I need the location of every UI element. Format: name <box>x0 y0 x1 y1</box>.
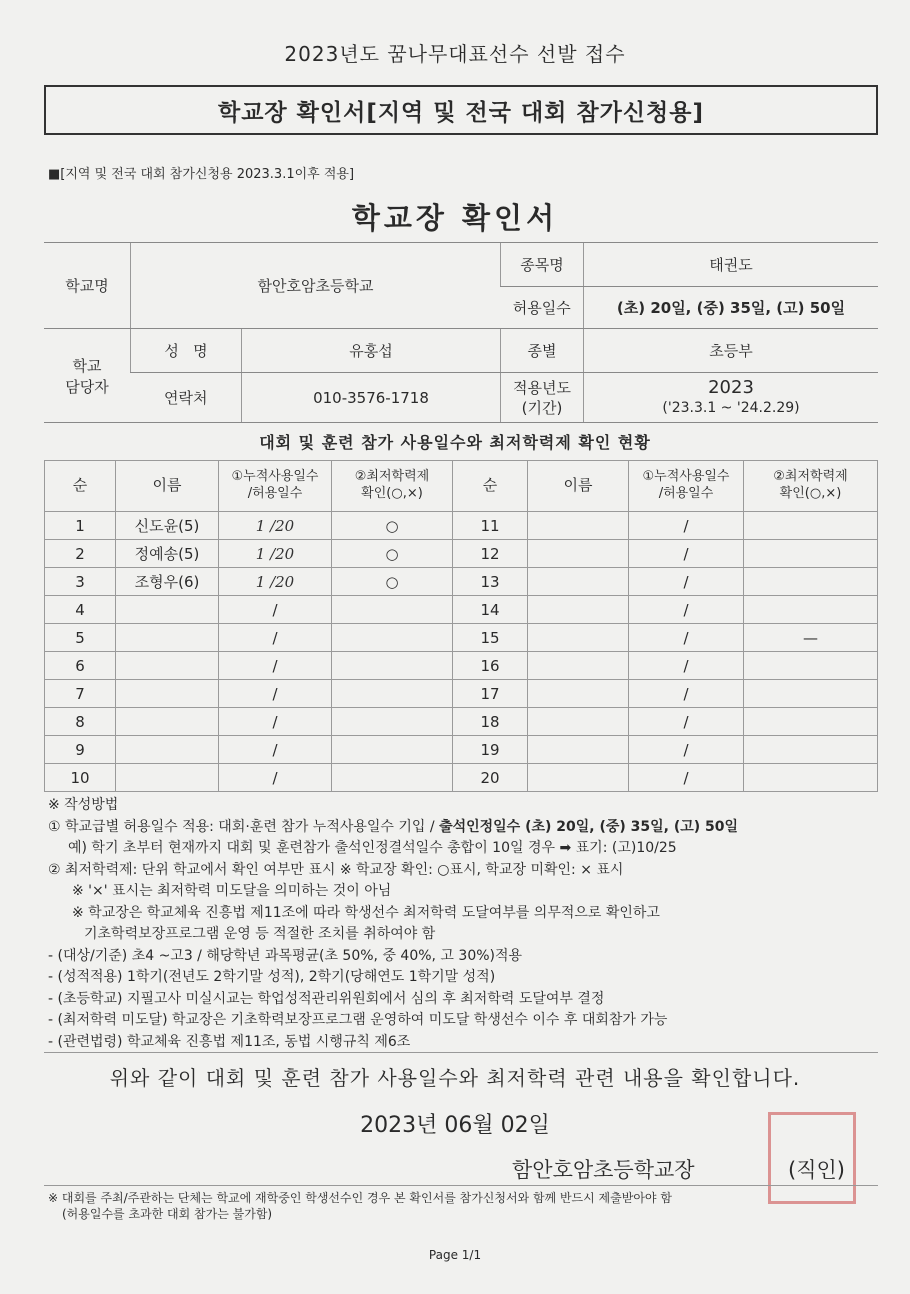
footer-divider <box>44 1185 878 1186</box>
table-row <box>45 512 878 540</box>
used-days-cell: 1 /20 <box>219 568 332 596</box>
used-days-cell: / <box>629 596 744 624</box>
head-academic-left: ②최저학력제 확인(○,×) <box>332 461 453 512</box>
row-number-cell: 8 <box>45 708 116 736</box>
academic-check-cell <box>332 624 453 652</box>
row-number-cell: 15 <box>453 624 528 652</box>
method-title: ※ 작성방법 <box>48 797 119 813</box>
used-days-cell: / <box>629 624 744 652</box>
name-value: 유홍섭 <box>242 329 501 373</box>
method-line-1a: ① 학교급별 허용일수 적용: 대회·훈련 참가 누적사용일수 기입 / <box>48 818 440 835</box>
row-number-cell: 11 <box>453 512 528 540</box>
student-name-cell <box>116 596 219 624</box>
row-number-cell: 20 <box>453 764 528 792</box>
academic-check-cell <box>332 652 453 680</box>
row-number-cell: 7 <box>45 680 116 708</box>
head-days-right: ①누적사용일수 /허용일수 <box>629 461 744 512</box>
section-title: 대회 및 훈련 참가 사용일수와 최저학력제 확인 현황 <box>259 433 651 452</box>
student-name-cell <box>116 680 219 708</box>
footnote-line-1: ※ 대회를 주최/주관하는 단체는 학교에 재학중인 학생선수인 경우 본 확인서를 참가신청서와 함께 반드시 제출받아야 함 <box>48 1191 672 1205</box>
division-label: 종별 <box>501 329 584 373</box>
used-days-cell: / <box>629 540 744 568</box>
head-days-left: ①누적사용일수 /허용일수 <box>219 461 332 512</box>
student-name-cell: 정예송(5) <box>116 540 219 568</box>
contact-label: 연락처 <box>131 373 242 423</box>
academic-check-cell: — <box>744 624 878 652</box>
method-line-10: - (최저학력 미도달) 학교장은 기초학력보장프로그램 운영하여 미도달 학생선수 이수 후 대회참가 가능 <box>48 1012 668 1028</box>
row-number-cell: 18 <box>453 708 528 736</box>
used-days-cell: / <box>629 708 744 736</box>
table-row <box>45 764 878 792</box>
used-days-cell: / <box>219 680 332 708</box>
row-number-cell: 10 <box>45 764 116 792</box>
student-name-cell <box>116 652 219 680</box>
table-row <box>45 568 878 596</box>
academic-check-cell: ○ <box>332 540 453 568</box>
academic-check-cell <box>332 596 453 624</box>
year-label: 적용년도 (기간) <box>501 373 584 423</box>
used-days-cell: / <box>629 680 744 708</box>
form-banner-title: 학교장 확인서[지역 및 전국 대회 참가신청용] <box>44 85 878 135</box>
page-number: Page 1/1 <box>428 1248 482 1262</box>
table-row <box>45 596 878 624</box>
method-line-11: - (관련법령) 학교체육 진흥법 제11조, 동법 시행규칙 제6조 <box>48 1033 411 1050</box>
row-number-cell: 13 <box>453 568 528 596</box>
method-line-7: - (대상/기준) 초4 ~고3 / 해당학년 과목평균(초 50%, 중 40%, 고 30%)적용 <box>48 947 523 964</box>
table-row <box>45 652 878 680</box>
used-days-cell: / <box>629 568 744 596</box>
student-name-cell <box>528 512 629 540</box>
student-name-cell <box>528 708 629 736</box>
academic-check-cell: ○ <box>332 568 453 596</box>
row-number-cell: 17 <box>453 680 528 708</box>
method-line-4: ※ '×' 표시는 최저학력 미도달을 의미하는 것이 아님 <box>72 883 392 899</box>
student-name-cell <box>528 764 629 792</box>
row-number-cell: 2 <box>45 540 116 568</box>
used-days-cell: / <box>219 764 332 792</box>
table-row <box>45 736 878 764</box>
manager-label: 학교 담당자 <box>44 329 131 423</box>
writing-method <box>48 795 738 1053</box>
student-name-cell <box>528 568 629 596</box>
student-name-cell <box>116 736 219 764</box>
used-days-cell: / <box>629 512 744 540</box>
method-line-9: - (초등학교) 지필고사 미실시교는 학업성적관리위원회에서 심의 후 최저학력 도달여부 결정 <box>48 990 605 1007</box>
used-days-cell: / <box>629 736 744 764</box>
applicability-note: ■[지역 및 전국 대회 참가신청용 2023.3.1이후 적용] <box>48 167 355 182</box>
row-number-cell: 14 <box>453 596 528 624</box>
sport-value: 태권도 <box>584 243 879 287</box>
method-line-2: 예) 학기 초부터 현재까지 대회 및 훈련참가 출석인정결석일수 총합이 10일 경우 ➡ 표기: (고)10/25 <box>68 840 677 856</box>
academic-check-cell <box>332 736 453 764</box>
issue-date: 2023년 06월 02일 <box>360 1113 550 1138</box>
used-days-cell: / <box>629 764 744 792</box>
student-name-cell <box>528 680 629 708</box>
footnote-line-2: (허용일수를 초과한 대회 참가는 불가함) <box>62 1207 273 1221</box>
used-days-cell: / <box>219 652 332 680</box>
row-number-cell: 5 <box>45 624 116 652</box>
division-value: 초등부 <box>584 329 879 373</box>
row-number-cell: 12 <box>453 540 528 568</box>
principal-name: 함안호암초등학교장 <box>512 1158 695 1182</box>
method-line-5: ※ 학교장은 학교체육 진흥법 제11조에 따라 학생선수 최저학력 도달여부를 의무적으로 확인하고 <box>72 904 660 921</box>
academic-check-cell: ○ <box>332 512 453 540</box>
footnote <box>48 1190 672 1222</box>
row-number-cell: 16 <box>453 652 528 680</box>
student-name-cell: 신도윤(5) <box>116 512 219 540</box>
used-days-cell: / <box>629 652 744 680</box>
row-number-cell: 19 <box>453 736 528 764</box>
academic-check-cell <box>744 764 878 792</box>
student-name-cell <box>528 624 629 652</box>
allowed-days-value: (초) 20일, (중) 35일, (고) 50일 <box>584 287 879 329</box>
row-number-cell: 4 <box>45 596 116 624</box>
method-line-8: - (성적적용) 1학기(전년도 2학기말 성적), 2학기(당해연도 1학기말 성적) <box>48 969 496 985</box>
academic-check-cell <box>744 708 878 736</box>
year-value: 2023 <box>708 376 754 398</box>
academic-check-cell <box>332 680 453 708</box>
head-no-right: 순 <box>453 461 528 512</box>
method-line-3: ② 최저학력제: 단위 학교에서 확인 여부만 표시 ※ 학교장 확인: ○표시, 학교장 미확인: × 표시 <box>48 861 624 878</box>
academic-check-cell <box>744 652 878 680</box>
form-top-title: 2023년도 꿈나무대표선수 선발 접수 <box>284 42 626 66</box>
student-name-cell <box>528 540 629 568</box>
row-number-cell: 6 <box>45 652 116 680</box>
academic-check-cell <box>744 596 878 624</box>
student-name-cell <box>528 652 629 680</box>
head-no-left: 순 <box>45 461 116 512</box>
head-name-right: 이름 <box>528 461 629 512</box>
student-name-cell <box>116 764 219 792</box>
table-row <box>45 540 878 568</box>
academic-check-cell <box>744 540 878 568</box>
academic-check-cell <box>744 512 878 540</box>
table-row <box>45 708 878 736</box>
school-label: 학교명 <box>44 243 131 329</box>
used-days-cell: / <box>219 624 332 652</box>
table-row <box>45 624 878 652</box>
row-number-cell: 3 <box>45 568 116 596</box>
academic-check-cell <box>744 568 878 596</box>
academic-check-cell <box>332 764 453 792</box>
method-line-1b: 출석인정일수 (초) 20일, (중) 35일, (고) 50일 <box>439 818 739 835</box>
student-name-cell <box>528 736 629 764</box>
method-line-6: 기초학력보장프로그램 운영 등 적절한 조치를 취하여야 함 <box>84 926 436 942</box>
name-label: 성 명 <box>131 329 242 373</box>
head-academic-right: ②최저학력제 확인(○,×) <box>744 461 878 512</box>
academic-check-cell <box>332 708 453 736</box>
allowed-days-label: 허용일수 <box>501 287 584 329</box>
student-name-cell <box>528 596 629 624</box>
used-days-cell: / <box>219 708 332 736</box>
confirmation-statement: 위와 같이 대회 및 훈련 참가 사용일수와 최저학력 관련 내용을 확인합니다. <box>109 1066 801 1090</box>
school-info-table <box>44 242 878 423</box>
used-days-cell: 1 /20 <box>219 540 332 568</box>
used-days-cell: / <box>219 596 332 624</box>
student-name-cell <box>116 708 219 736</box>
divider <box>44 1052 878 1053</box>
academic-check-cell <box>744 736 878 764</box>
student-name-cell <box>116 624 219 652</box>
table-row <box>45 680 878 708</box>
contact-value: 010-3576-1718 <box>242 373 501 423</box>
document-title: 학교장 확인서 <box>351 201 559 235</box>
row-number-cell: 9 <box>45 736 116 764</box>
head-name-left: 이름 <box>116 461 219 512</box>
used-days-cell: 1 /20 <box>219 512 332 540</box>
row-number-cell: 1 <box>45 512 116 540</box>
academic-check-cell <box>744 680 878 708</box>
period-value: ('23.3.1 ~ '24.2.29) <box>662 399 800 416</box>
school-value: 함안호암초등학교 <box>131 243 501 329</box>
sport-label: 종목명 <box>501 243 584 287</box>
student-name-cell: 조형우(6) <box>116 568 219 596</box>
seal-label: (직인) <box>788 1158 845 1182</box>
used-days-cell: / <box>219 736 332 764</box>
usage-table <box>44 460 878 792</box>
